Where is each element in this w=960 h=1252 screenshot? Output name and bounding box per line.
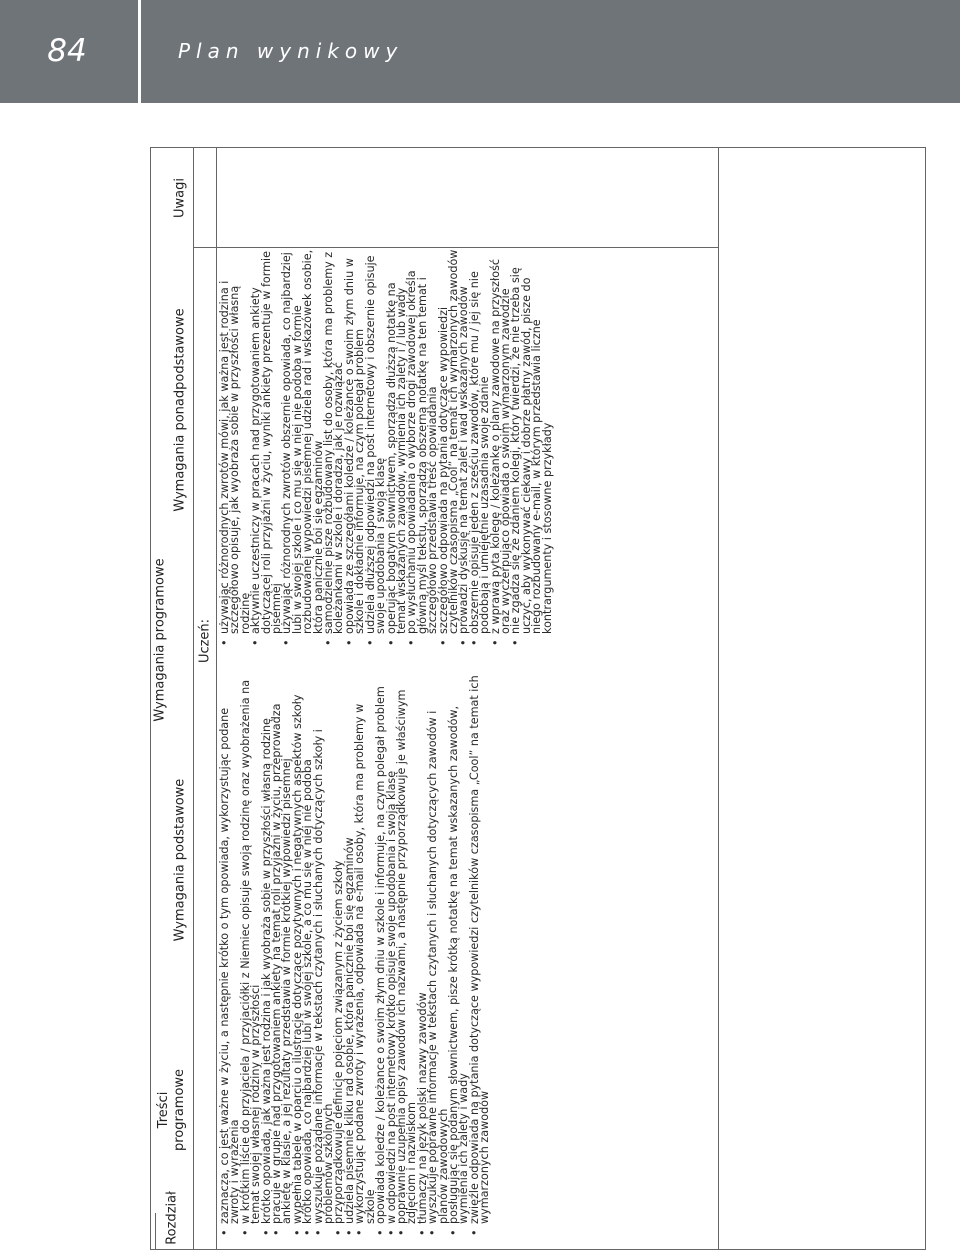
list-item: • udziela dłuższej odpowiedzi na post internetowy i obszernie opisuje swoje upodobania i swoją klasę — [366, 248, 387, 648]
list-item: • szczegółowo odpowiada na pytania dotyczące wypowiedzi czytelników czasopisma „Cool” na temat ich wymarzonych zawodów — [439, 248, 460, 648]
list-item: • wyszukuje pożądane informacje w tekstach czytanych i słuchanych dotyczących szkoły i problemów szkolnych — [314, 668, 335, 1238]
list-item: • pracuje w grupie nad przygotowaniem ankiety na temat roli przyjaźni w życiu, przeprowadza ankietę w klasie, a jej rezultaty przedstawia w formie krótkiej wypowiedzi pisemnej — [272, 668, 293, 1238]
table-right-border — [925, 147, 926, 1249]
list-item: • przyporządkowuje definicje pojęciom związanym z życiem szkoły — [334, 668, 344, 1238]
list-item: • opowiada koledze / koleżance o swoim złym dniu w szkole i informuje, na czym polegał problem — [376, 668, 386, 1238]
page-title: Plan wynikowy — [178, 39, 404, 63]
header-wymagania: Wymagania programowe — [152, 558, 168, 722]
list-item: • poprawnie uzupełnia opisy zawodów ich nazwami, a następnie przyporządkowuje je właściwym zdjęciom i nazwiskom — [397, 668, 418, 1238]
uczen-label: Uczeń: — [197, 618, 213, 664]
list-item: • obszernie opisuje jeden z sześciu zawodów, które mu / jej się nie podobają i umiejętnie uzasadnia swoje zdanie — [470, 248, 491, 648]
ponadpodstawowe-column — [220, 248, 553, 648]
header-tresci-text: Treści programowe — [156, 1068, 187, 1152]
list-item: • w krótkim liście do przyjaciela / przyjaciółki z Niemiec opisuje swoją rodzinę oraz wyobrażenia na temat swojej własnej rodziny w przyszłości — [241, 668, 262, 1238]
table-col-divider-2 — [216, 147, 217, 1249]
header-ponadpodstawowe: Wymagania ponadpodstawowe — [172, 308, 188, 512]
table-col-divider-podstawowe — [155, 1213, 156, 1249]
list-item: • wyszukuje poprawne informacje w tekstach czytanych i słuchanych dotyczących zawodów i planów zawodowych — [428, 668, 449, 1238]
list-item: • samodzielnie pisze rozbudowany list do osoby, która ma problemy z koleżankami w szkole i doradza, jak je rozwiązać — [324, 248, 345, 648]
list-item: • posługując się podanym słownictwem, pisze krótką notatkę na temat wskazanych zawodów, wymienia ich zalety i wady — [449, 668, 470, 1238]
list-item: • z wprawą pyta kolegę / koleżankę o plany zawodowe na przyszłość oraz wyczerpująco opowiada o swoim wymarzonym zawodzie — [491, 248, 512, 648]
ponadpodstawowe-list — [220, 248, 553, 648]
podstawowe-column — [220, 668, 491, 1238]
list-item: • prowadzi dyskusję na temat zalet i wad wskazanych zawodów — [459, 248, 469, 648]
list-item: • operując bogatym słownictwem, sporządza dłuższą notatkę na temat wskazanych zawodów, wymienia ich zalety i / lub wady — [387, 248, 408, 648]
list-item: • używając różnorodnych zwrotów obszernie opowiada, co najbardziej lubi w swojej szkole i co mu się w niej nie podoba w formie rozbudowanej wypowiedzi pisemnej udziela rad i wskazówek osobie, która panicznie boi się egzaminów — [282, 248, 324, 648]
list-item: • krótko opowiada, co najbardziej lubi w swojej szkole, a co mu się w niej nie podoba — [303, 668, 313, 1238]
table-col-divider-3 — [718, 147, 719, 1249]
list-item: • w odpowiedzi na post internetowy krótko opisuje swoje upodobania i swoją klasę — [387, 668, 397, 1238]
list-item: • wykorzystując podane zwroty i wyrażenia, odpowiada na e-mail osoby, która ma problemy w szkole — [355, 668, 376, 1238]
header-divider — [138, 0, 141, 103]
header-uwagi: Uwagi — [172, 178, 188, 218]
header-podstawowe: Wymagania podstawowe — [172, 778, 188, 942]
table-top-border — [150, 147, 926, 148]
table-col-divider-1 — [193, 147, 194, 1249]
list-item: • tłumaczy na język polski nazwy zawodów — [418, 668, 428, 1238]
page-number: 84 — [47, 33, 87, 69]
podstawowe-list — [220, 668, 491, 1238]
list-item: • krótko opowiada, jak ważna jest rodzina i jak wyobraża sobie w przyszłości własną rodzinę — [262, 668, 272, 1238]
list-item: • zwięźle odpowiada na pytania dotyczące wypowiedzi czytelników czasopisma „Cool” na temat ich wymarzonych zawodów — [470, 668, 491, 1238]
list-item: • opowiada ze szczegółami koledze / koleżance o swoim złym dniu w szkole i dokładnie informuje, na czym polegał problem — [345, 248, 366, 648]
header-bar — [0, 0, 960, 103]
list-item: • używając różnorodnych zwrotów mówi, jak ważna jest rodzina i szczegółowo opisuje, jak wyobraża sobie w przyszłości własną rodzinę — [220, 248, 251, 648]
header-tresci — [156, 1065, 188, 1155]
table-bottom-border — [150, 1249, 926, 1250]
header-rozdzial: Rozdział — [164, 1191, 180, 1245]
list-item: • nie zgadza się ze zdaniem kolegi, który twierdzi, że nie trzeba się uczyć, aby wykonywać ciekawy i dobrze płatny zawód, pisze do niego rozbudowany e-mail, w którym przedstawia liczne kontrargumenty i stosowne przykłady — [511, 248, 553, 648]
list-item: • aktywnie uczestniczy w pracach nad przygotowaniem ankiety dotyczącej roli przyjaźni w życiu, wyniki ankiety prezentuje w formie pisemnej — [251, 248, 282, 648]
list-item: • wypełnia tabelę w oparciu o ilustrację dotyczące pozytywnych i negatywnych aspektów szkoły — [293, 668, 303, 1238]
list-item: • zaznacza, co jest ważne w życiu, a następnie krótko o tym opowiada, wykorzystując podane zwroty i wyrażenia — [220, 668, 241, 1238]
table-left-border — [150, 147, 151, 1249]
list-item: • udziela pisemnie kilku rad osobie, która panicznie boi się egzaminów — [345, 668, 355, 1238]
list-item: • po wysłuchaniu opowiadania o wyborze drogi zawodowej określa główną myśl tekstu, sporządza obszerną notatkę na ten temat i szczegółowo przedstawia treść opowiadania — [407, 248, 438, 648]
